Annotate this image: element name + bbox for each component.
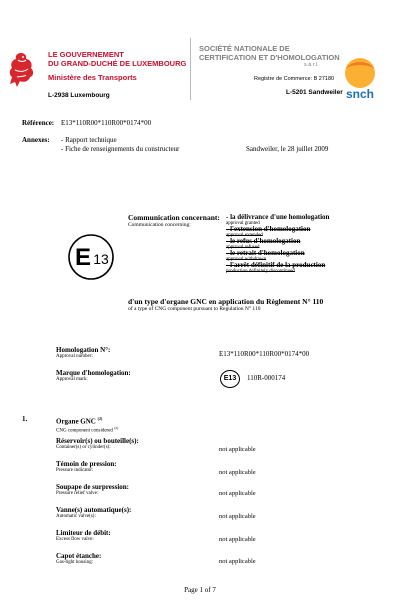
component-item: Limiteur de débit: Excess flow valve: bbox=[56, 529, 111, 542]
component-item: Soupape de surpression: Pressure relief valve: bbox=[56, 483, 130, 496]
component-item: Capot étanche: Gas-tight housing: bbox=[56, 552, 102, 565]
header-divider bbox=[190, 38, 191, 100]
component-item-value: not applicable bbox=[219, 513, 256, 520]
component-item: Témoin de pression: Pressure indicator: bbox=[56, 460, 117, 473]
homologation-label: Homologation N°: bbox=[56, 346, 111, 354]
component-type-title: d'un type d'organe GNC en application du Règlement N° 110 bbox=[128, 297, 324, 306]
annex-item: - Fiche de renseignements du constructeur bbox=[61, 145, 180, 153]
section-number: 1. bbox=[22, 415, 28, 423]
government-line-2: DU GRAND-DUCHÉ DE LUXEMBOURG bbox=[48, 59, 187, 68]
emblem-number: 13 bbox=[93, 251, 109, 267]
emblem-mark: E bbox=[74, 244, 92, 271]
communication-option: - l'extension d'homologation approval extended bbox=[226, 225, 311, 238]
approval-mark-value: 110R-000174 bbox=[247, 374, 286, 382]
communication-option: - la délivrance d'une homologation approval granted bbox=[226, 213, 330, 226]
approval-mark-badge: E13 bbox=[220, 370, 240, 388]
communication-title-en: Communication concerning: bbox=[128, 222, 191, 228]
place-date: Sandweiler, le 28 juillet 2009 bbox=[246, 145, 329, 153]
approval-mark-label-en: Approval mark: bbox=[56, 377, 88, 382]
component-item-value: not applicable bbox=[219, 446, 256, 453]
component-item: Réservoir(s) ou bouteille(s): Container(s) or cylinder(s): bbox=[56, 437, 139, 450]
communication-option: - le retrait d'homologation approval withdrawn bbox=[226, 249, 305, 262]
component-type-title-en: of a type of CNG component pursuant to Regulation N° 110 bbox=[128, 306, 261, 312]
section-title: Organe GNC $^{(2)}$ bbox=[56, 416, 103, 426]
communication-options bbox=[226, 214, 329, 274]
component-item: Vanne(s) automatique(s): Automatic valve(s): bbox=[56, 506, 132, 519]
approval-mark-label: Marque d'homologation: bbox=[56, 369, 131, 377]
communication-title: Communication concernant: bbox=[128, 213, 220, 222]
homologation-label-en: Approval number: bbox=[56, 354, 93, 359]
ministry-name: Ministère des Transports bbox=[48, 73, 137, 82]
snch-name-line-1: SOCIÉTÉ NATIONALE DE bbox=[199, 44, 290, 53]
communication-option: - l'arrêt définitif de la production production definitely discontinued bbox=[226, 261, 326, 274]
page-number: Page 1 of 7 bbox=[184, 586, 216, 594]
reference-label: Référence: bbox=[22, 119, 55, 127]
annexes-label: Annexes: bbox=[22, 136, 50, 144]
component-item-value: not applicable bbox=[219, 469, 256, 476]
government-line-1: LE GOUVERNEMENT bbox=[48, 50, 124, 59]
snch-logo bbox=[336, 54, 384, 102]
e13-emblem bbox=[66, 232, 116, 282]
component-item-value: not applicable bbox=[219, 558, 256, 565]
snch-legal-form: s.à r.l. bbox=[304, 62, 319, 68]
reference-value: E13*110R00*110R00*0174*00 bbox=[61, 119, 152, 127]
component-item-value: not applicable bbox=[219, 536, 256, 543]
luxembourg-lion-logo bbox=[6, 50, 36, 90]
trade-registry: Registre de Commerce: B 27180 bbox=[254, 76, 335, 82]
component-item-value: not applicable bbox=[219, 490, 256, 497]
communication-option: - le refus d'homologation approval refused bbox=[226, 237, 301, 250]
homologation-number: E13*110R00*110R00*0174*00 bbox=[219, 350, 310, 358]
ministry-address: L-2938 Luxembourg bbox=[48, 92, 110, 99]
snch-logo-text: snch bbox=[345, 87, 375, 101]
snch-name-line-2: CERTIFICATION ET D'HOMOLOGATION bbox=[199, 53, 340, 62]
section-title-en: CNG component considered $^{(2)}$ bbox=[56, 426, 119, 434]
annex-item: - Rapport technique bbox=[61, 136, 117, 144]
snch-address: L-5201 Sandweiler bbox=[286, 89, 343, 96]
